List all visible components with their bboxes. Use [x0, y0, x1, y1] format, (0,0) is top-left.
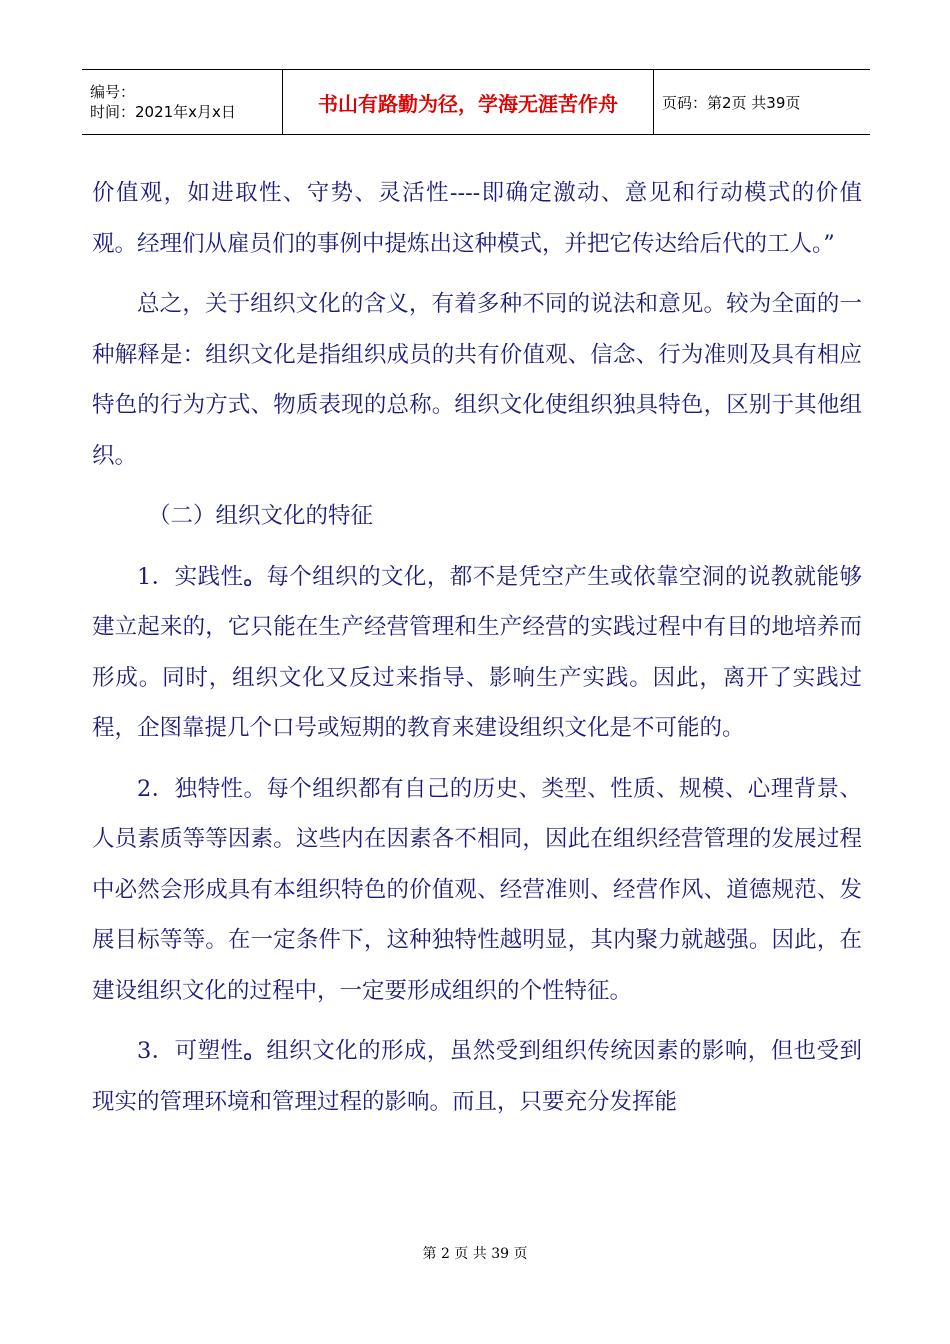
- feature-lead: 3．可塑性: [137, 1038, 244, 1064]
- feature-lead: 1．实践性: [137, 563, 244, 590]
- document-number-label: 编号：: [90, 83, 136, 101]
- paragraph-summary: 总之，关于组织文化的含义，有着多种不同的说法和意见。较为全面的一种解释是：组织文化是指组织成员的共有价值观、信念、行为准则及具有相应特色的行为方式、物质表现的总称。组织文化使组织独具特色，区别于其他组织。: [92, 291, 862, 469]
- header-meta: [82, 70, 283, 135]
- document-date: 时间：2021年x月x日: [90, 103, 236, 121]
- feature-lead-punct: 。: [243, 563, 267, 590]
- paragraph-feature-uniqueness: [92, 764, 862, 1017]
- header-page-info: 页码：第2页 共39页: [654, 70, 871, 135]
- paragraph-feature-plasticity: [92, 1026, 862, 1127]
- header-motto: 书山有路勤为径，学海无涯苦作舟: [283, 70, 654, 135]
- feature-lead-punct: 。: [243, 775, 267, 802]
- paragraph-feature-practice: [92, 552, 862, 754]
- feature-lead: 2．独特性: [137, 775, 244, 802]
- feature-lead-punct: 。: [243, 1038, 267, 1064]
- feature-text: 每个组织的文化，都不是凭空产生或依靠空洞的说教就能够建立起来的，它只能在生产经营管理和生产经营的实践过程中有目的地培养而形成。同时，组织文化又反过来指导、影响生产实践。因此，离开了实践过程，企图靠提几个口号或短期的教育来建设组织文化是不可能的。: [92, 563, 862, 741]
- feature-text: 每个组织都有自己的历史、类型、性质、规模、心理背景、人员素质等等因素。这些内在因素各不相同，因此在组织经营管理的发展过程中必然会形成具有本组织特色的价值观、经营准则、经营作风、道德规范、发展目标等等。在一定条件下，这种独特性越明显，其内聚力就越强。因此，在建设组织文化的过程中，一定要形成组织的个性特征。: [92, 775, 862, 1004]
- feature-text: 组织文化的形成，虽然受到组织传统因素的影响，但也受到现实的管理环境和管理过程的影响。而且，只要充分发挥能: [92, 1038, 862, 1115]
- section-heading: （二）组织文化的特征: [148, 503, 374, 529]
- document-body: [92, 168, 862, 1127]
- paragraph-quote-continuation: 价值观，如进取性、守势、灵活性----即确定激动、意见和行动模式的价值观。经理们从雇员们的事例中提炼出这种模式，并把它传达给后代的工人。”: [92, 180, 862, 257]
- page-footer: 第 2 页 共 39 页: [422, 1246, 528, 1262]
- page-header: [82, 69, 870, 135]
